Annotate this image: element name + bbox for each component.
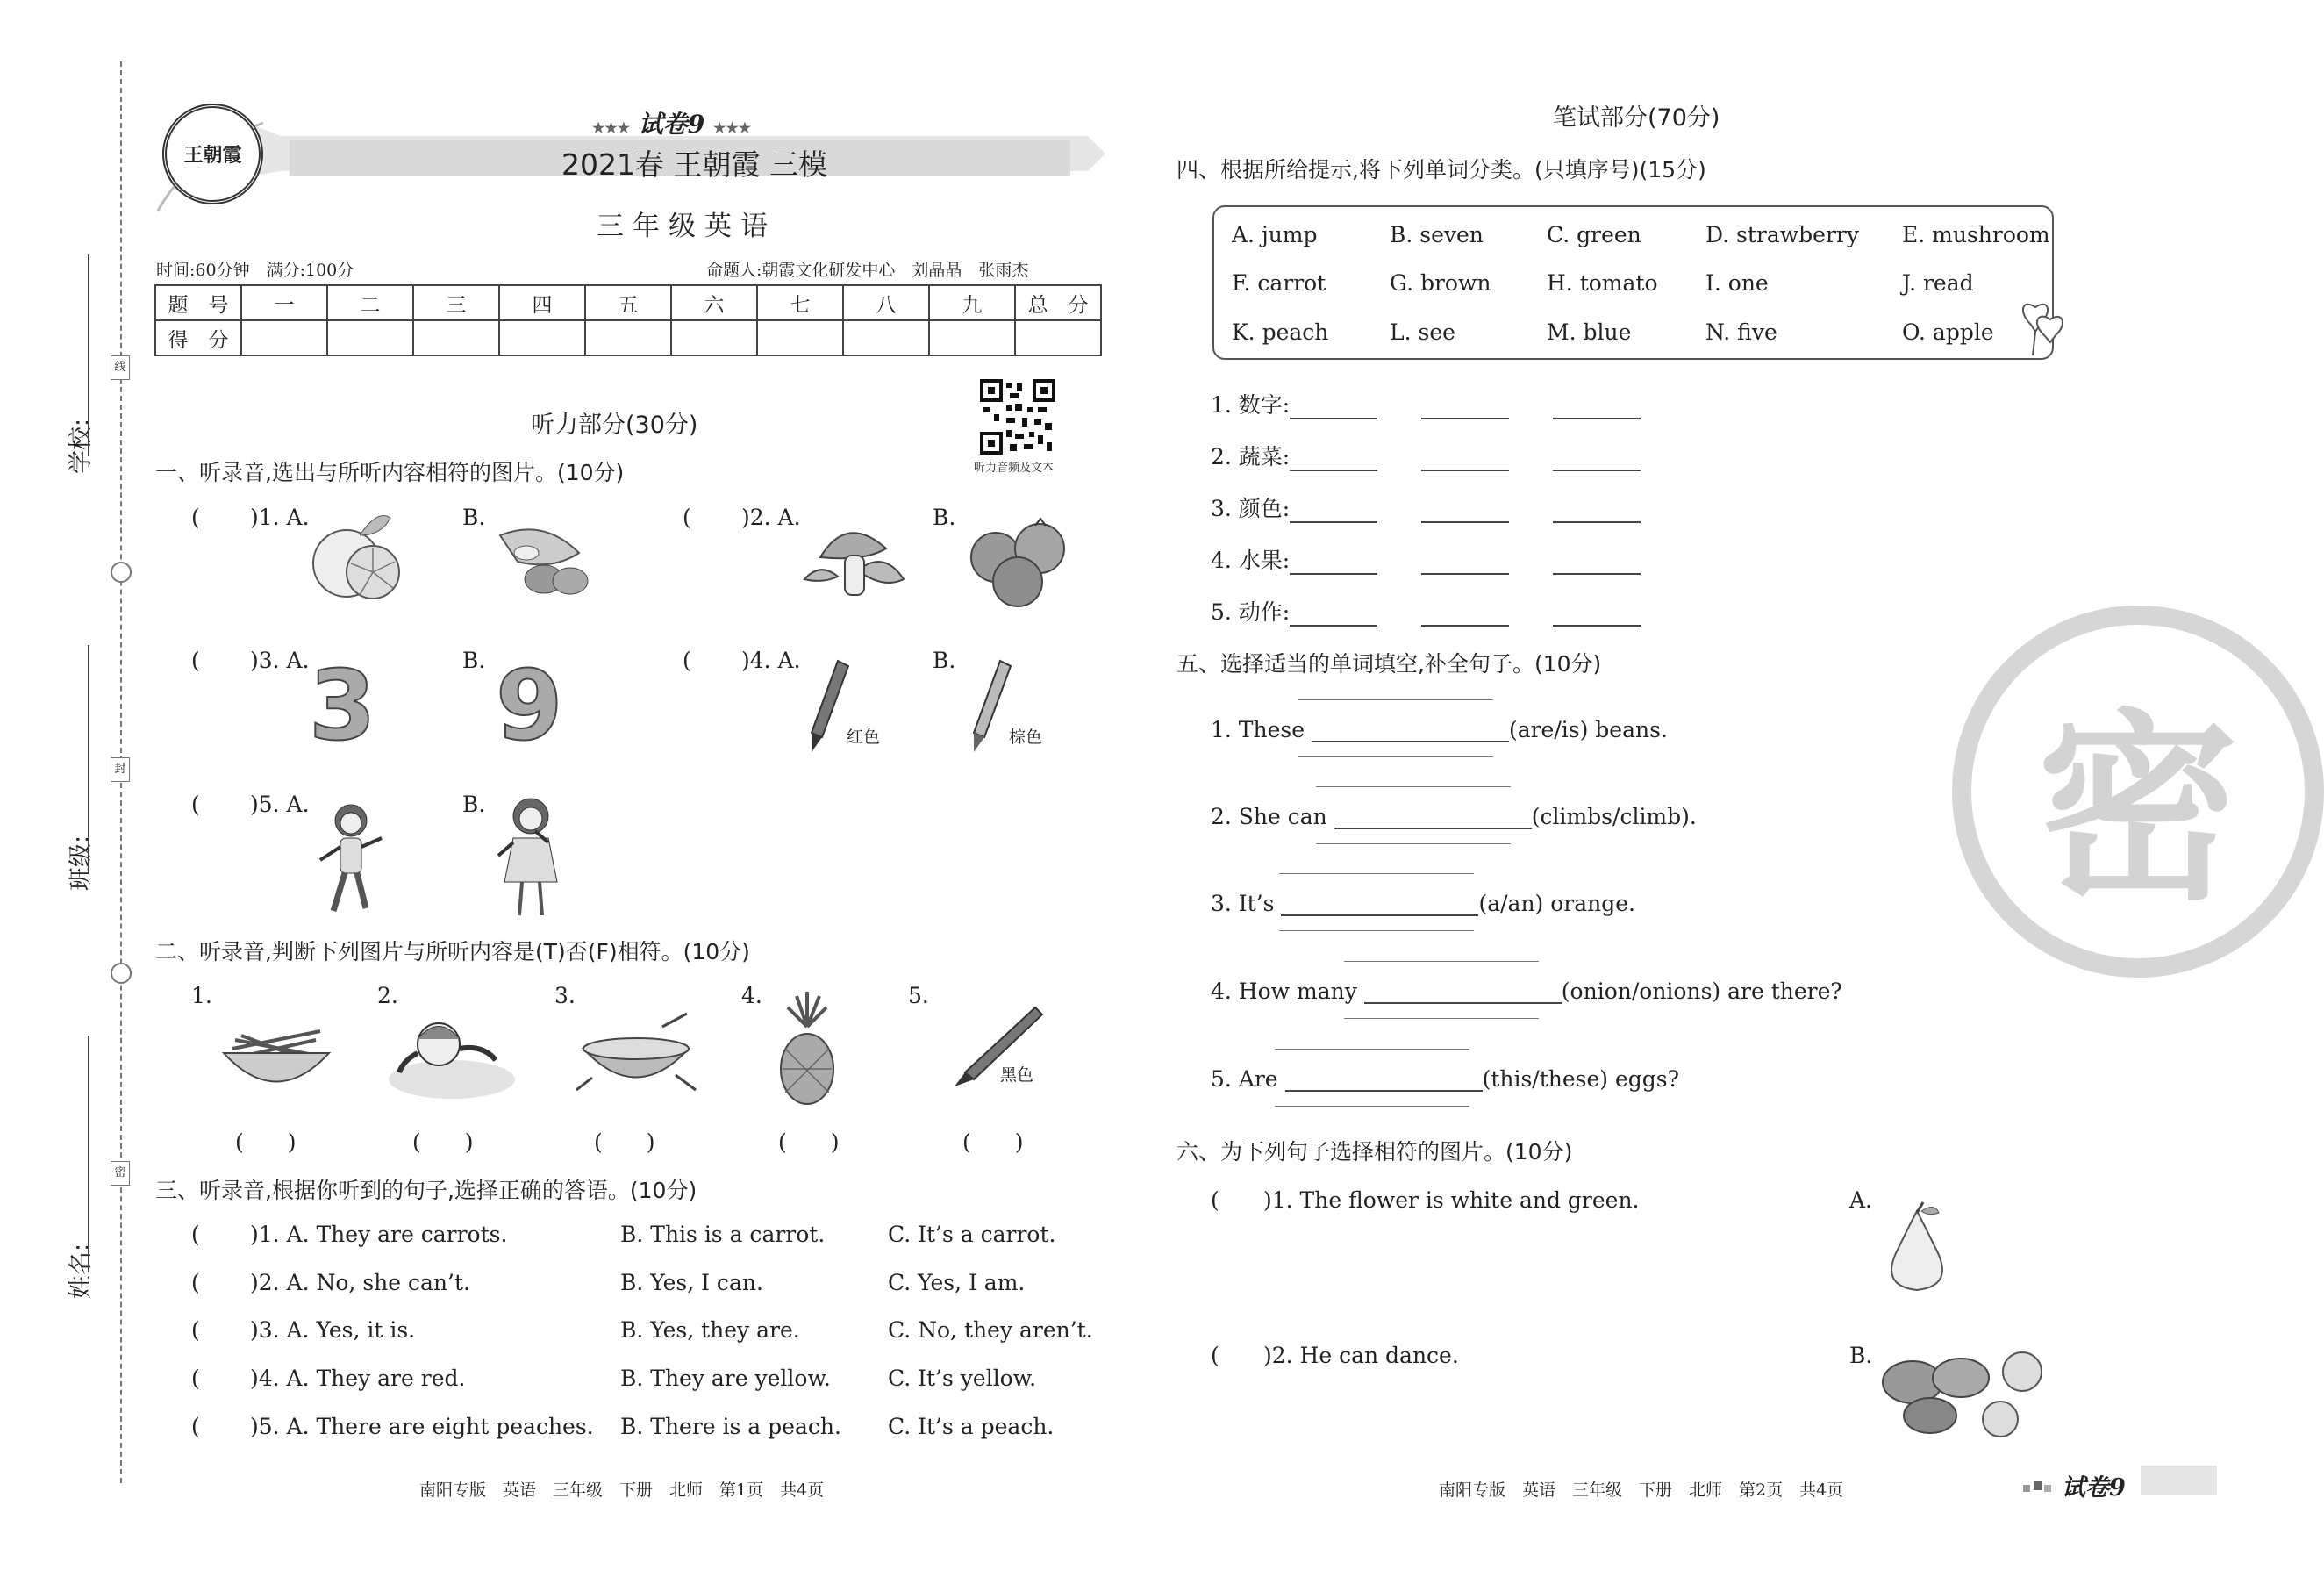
score-cell: 六 [671, 285, 757, 320]
stars-left: ★★★ [592, 119, 631, 136]
section-2-title: 二、听录音,判断下列图片与所听内容是(T)否(F)相符。(10分) [155, 939, 750, 964]
option-b: B. [933, 505, 956, 530]
answer-blank[interactable] [1553, 554, 1641, 575]
answer-paren[interactable]: ( ) [778, 1129, 840, 1155]
writing-guide-line [1275, 1049, 1469, 1050]
fill-sentence [1211, 717, 1668, 742]
question-3-label: )3. A. [250, 648, 310, 673]
digit-9-picture[interactable]: 9 [496, 649, 563, 762]
cut-mark-3: 密 [111, 1161, 130, 1186]
pear-picture[interactable] [1877, 1202, 1956, 1294]
writing-guide-line [1279, 930, 1474, 931]
answer-paren[interactable]: ( [1211, 1187, 1219, 1213]
word-item: O. apple [1902, 319, 1994, 345]
section-6-title: 六、为下列句子选择相符的图片。(10分) [1176, 1139, 1573, 1165]
word-item: K. peach [1232, 319, 1329, 345]
confidential-seal [1952, 606, 2324, 978]
section-3-title: 三、听录音,根据你听到的句子,选择正确的答语。(10分) [155, 1178, 697, 1203]
option-label: B. [1849, 1343, 1873, 1368]
answer-paren[interactable]: ( ) [412, 1129, 474, 1155]
time-info: 时间:60分钟 满分:100分 [156, 261, 354, 280]
writing-guide-line [1298, 699, 1493, 700]
score-cell: 得 分 [155, 320, 241, 355]
option-c-text: C. No, they aren’t. [888, 1317, 1093, 1343]
answer-blank[interactable] [1553, 450, 1641, 471]
badge-text: 试卷9 [638, 110, 705, 139]
beans-picture[interactable] [491, 518, 597, 606]
beans-basket-picture[interactable] [219, 1014, 333, 1093]
answer-blank[interactable] [1285, 1071, 1483, 1092]
answer-paren[interactable]: ( [191, 505, 200, 530]
writing-guide-line [1298, 756, 1493, 757]
mushroom-picture[interactable] [803, 513, 908, 610]
category-label [1211, 543, 1641, 575]
question-2-label: )2. A. [741, 505, 801, 530]
footer-left: 南阳专版 英语 三年级 下册 北师 第1页 共4页 [419, 1480, 825, 1500]
score-cell: 五 [585, 285, 671, 320]
category-label [1211, 388, 1641, 419]
fill-sentence [1211, 804, 1697, 829]
class-label: 班级: [68, 835, 95, 891]
sentence-start: 4. How many [1211, 979, 1357, 1004]
score-cell: 九 [929, 285, 1015, 320]
writing-guide-line [1316, 786, 1511, 787]
circle-icon [111, 562, 132, 583]
score-input[interactable] [327, 320, 413, 355]
footer-right: 南阳专版 英语 三年级 下册 北师 第2页 共4页 [1439, 1480, 1844, 1500]
writing-guide-line [1316, 843, 1511, 844]
word-item: F. carrot [1232, 270, 1326, 296]
score-cell: 总 分 [1015, 285, 1101, 320]
score-input[interactable] [499, 320, 585, 355]
answer-paren[interactable]: ( [683, 505, 691, 530]
answer-paren[interactable]: ( [191, 792, 200, 817]
writing-guide-line [1344, 961, 1539, 962]
score-cell: 八 [843, 285, 929, 320]
footer-badge-bar [2141, 1466, 2217, 1495]
subject-title: 三年级英语 [597, 211, 776, 242]
girl-singing-picture[interactable] [491, 794, 570, 921]
question-text: )2. He can dance. [1263, 1343, 1459, 1368]
sentence-end: (onion/onions) are there? [1561, 979, 1842, 1004]
answer-paren[interactable]: ( [1211, 1343, 1219, 1368]
word-item: H. tomato [1547, 270, 1658, 296]
writing-guide-line [1279, 873, 1474, 874]
question-4-label: )4. A. [741, 648, 801, 673]
question-text: )5. A. There are eight peaches. [250, 1414, 594, 1439]
qr-code[interactable] [980, 379, 1055, 455]
question-text: )1. A. They are carrots. [250, 1222, 508, 1247]
word-item: D. strawberry [1705, 222, 1859, 247]
answer-paren[interactable]: ( ) [235, 1129, 297, 1155]
sentence-end: (this/these) eggs? [1482, 1066, 1680, 1092]
answer-blank[interactable] [1421, 554, 1509, 575]
category-name: 1. 数字: [1211, 392, 1291, 418]
option-c-text: C. It’s a peach. [888, 1414, 1055, 1439]
score-input[interactable] [241, 320, 327, 355]
option-b-text: B. They are yellow. [620, 1366, 831, 1391]
answer-blank[interactable] [1290, 398, 1377, 419]
answer-blank[interactable] [1290, 502, 1377, 523]
exam-title: 2021春 王朝霞 三模 [561, 147, 827, 182]
sentence-start: 1. These [1211, 717, 1305, 742]
score-cell: 二 [327, 285, 413, 320]
option-b: B. [462, 792, 486, 817]
answer-paren[interactable]: ( [191, 1270, 200, 1295]
squares-icon [2023, 1481, 2053, 1494]
fill-sentence [1211, 891, 1635, 916]
writing-guide-line [1344, 1018, 1539, 1019]
word-item: I. one [1705, 270, 1769, 296]
lemon-picture[interactable] [307, 509, 408, 606]
item-number: 4. [741, 983, 762, 1008]
category-label [1211, 595, 1641, 627]
school-line [88, 254, 89, 456]
pen-color-label: 黑色 [1000, 1065, 1034, 1085]
answer-blank[interactable] [1281, 895, 1478, 916]
option-c-text: C. It’s yellow. [888, 1366, 1037, 1391]
answer-blank[interactable] [1290, 450, 1377, 471]
answer-paren[interactable]: ( ) [962, 1129, 1024, 1155]
section-4-title: 四、根据所给提示,将下列单词分类。(只填序号)(15分) [1176, 157, 1706, 183]
item-number: 5. [908, 983, 929, 1008]
digit-3-picture[interactable]: 3 [309, 649, 376, 762]
score-input[interactable] [757, 320, 843, 355]
score-value-row [155, 320, 1101, 355]
category-name: 2. 蔬菜: [1211, 444, 1291, 470]
question-text: )3. A. Yes, it is. [250, 1317, 416, 1343]
question-text: )2. A. No, she can’t. [250, 1270, 470, 1295]
writing-title: 笔试部分(70分) [1553, 104, 1720, 132]
crayon-color-label: 红色 [847, 728, 881, 747]
item-number: 1. [191, 983, 212, 1008]
answer-blank[interactable] [1553, 606, 1641, 627]
word-item: L. see [1390, 319, 1455, 345]
category-name: 3. 颜色: [1211, 496, 1291, 521]
answer-paren[interactable]: ( [191, 1414, 200, 1439]
answer-blank[interactable] [1553, 502, 1641, 523]
option-label: A. [1849, 1187, 1873, 1213]
option-b-text: B. There is a peach. [620, 1414, 841, 1439]
option-c-text: C. Yes, I am. [888, 1270, 1026, 1295]
option-b: B. [462, 505, 486, 530]
score-input[interactable] [929, 320, 1015, 355]
option-b: B. [462, 648, 486, 673]
category-name: 5. 动作: [1211, 599, 1291, 625]
cut-mark-1: 线 [111, 355, 130, 380]
girl-running-picture[interactable] [311, 799, 390, 917]
score-input[interactable] [843, 320, 929, 355]
option-b-text: B. Yes, they are. [620, 1317, 800, 1343]
score-cell: 四 [499, 285, 585, 320]
class-line [88, 645, 89, 873]
score-table [154, 284, 1102, 356]
word-item: J. read [1902, 270, 1974, 296]
score-cell: 一 [241, 285, 327, 320]
option-b: B. [933, 648, 956, 673]
answer-blank[interactable] [1421, 606, 1509, 627]
category-label [1211, 440, 1641, 471]
score-cell: 题 号 [155, 285, 241, 320]
category-name: 4. 水果: [1211, 548, 1291, 573]
score-cell: 三 [413, 285, 499, 320]
potatoes-picture[interactable] [1877, 1347, 2053, 1439]
answer-paren[interactable]: ( [191, 1222, 200, 1247]
word-item: G. brown [1390, 270, 1491, 296]
fill-sentence [1211, 1066, 1679, 1092]
name-label: 姓名: [68, 1243, 95, 1299]
answer-blank[interactable] [1364, 983, 1562, 1004]
score-header-row [155, 285, 1101, 320]
answer-paren[interactable]: ( [191, 648, 200, 673]
section-1-title: 一、听录音,选出与所听内容相符的图片。(10分) [155, 460, 625, 485]
sentence-end: (climbs/climb). [1531, 804, 1697, 829]
answer-blank[interactable] [1421, 450, 1509, 471]
fill-sentence [1211, 979, 1842, 1004]
tomatoes-picture[interactable] [965, 513, 1075, 610]
writing-guide-line [1275, 1106, 1469, 1107]
word-item: A. jump [1232, 222, 1318, 247]
question-5-label: )5. A. [250, 792, 310, 817]
answer-paren[interactable]: ( [191, 1366, 200, 1391]
sentence-end: (are/is) beans. [1508, 717, 1668, 742]
logo-text: 王朝霞 [183, 144, 242, 167]
score-cell: 七 [757, 285, 843, 320]
option-b-text: B. This is a carrot. [620, 1222, 826, 1247]
score-input[interactable] [585, 320, 671, 355]
question-1-label: )1. A. [250, 505, 310, 530]
answer-blank[interactable] [1553, 398, 1641, 419]
word-item: B. seven [1390, 222, 1484, 247]
word-item: M. blue [1547, 319, 1632, 345]
word-item: C. green [1547, 222, 1641, 247]
section-5-title: 五、选择适当的单词填空,补全句子。(10分) [1176, 651, 1602, 677]
qr-caption: 听力音频及文本 [974, 462, 1055, 475]
sentence-end: (a/an) orange. [1478, 891, 1635, 916]
category-label [1211, 491, 1641, 523]
answer-blank[interactable] [1312, 721, 1509, 742]
seal-text: 密 [2036, 692, 2239, 928]
answer-blank[interactable] [1290, 554, 1377, 575]
header-badge [592, 105, 751, 140]
school-label: 学校: [68, 418, 95, 474]
question-text: )1. The flower is white and green. [1263, 1187, 1640, 1213]
pineapple-picture[interactable] [772, 992, 842, 1106]
logo-seal [162, 104, 263, 204]
crayon-color-label: 棕色 [1009, 728, 1043, 747]
answer-paren[interactable]: ( ) [594, 1129, 655, 1155]
author-info: 命题人:朝霞文化研发中心 刘晶晶 张雨杰 [706, 261, 1029, 280]
stars-right: ★★★ [713, 119, 752, 136]
listening-title: 听力部分(30分) [531, 412, 698, 439]
question-text: )4. A. They are red. [250, 1366, 466, 1391]
answer-blank[interactable] [1421, 398, 1509, 419]
name-line [88, 1036, 89, 1272]
sentence-start: 3. It’s [1211, 891, 1275, 916]
score-input[interactable] [413, 320, 499, 355]
sentence-start: 5. Are [1211, 1066, 1278, 1092]
word-item: E. mushroom [1902, 222, 2050, 247]
answer-blank[interactable] [1421, 502, 1509, 523]
answer-blank[interactable] [1334, 808, 1532, 829]
word-item: N. five [1705, 319, 1777, 345]
item-number: 2. [377, 983, 398, 1008]
cut-mark-2: 封 [111, 757, 130, 782]
circle-icon [111, 963, 132, 984]
answer-blank[interactable] [1290, 606, 1377, 627]
boy-swimming-picture[interactable] [386, 1009, 518, 1101]
hearts-icon [2013, 298, 2075, 360]
footer-badge: 试卷9 [2062, 1474, 2126, 1502]
item-number: 3. [554, 983, 576, 1008]
basket-picture[interactable] [575, 1009, 697, 1097]
score-input[interactable] [1015, 320, 1101, 355]
score-input[interactable] [671, 320, 757, 355]
answer-paren[interactable]: ( [683, 648, 691, 673]
option-c-text: C. It’s a carrot. [888, 1222, 1056, 1247]
answer-paren[interactable]: ( [191, 1317, 200, 1343]
sentence-start: 2. She can [1211, 804, 1327, 829]
option-b-text: B. Yes, I can. [620, 1270, 763, 1295]
